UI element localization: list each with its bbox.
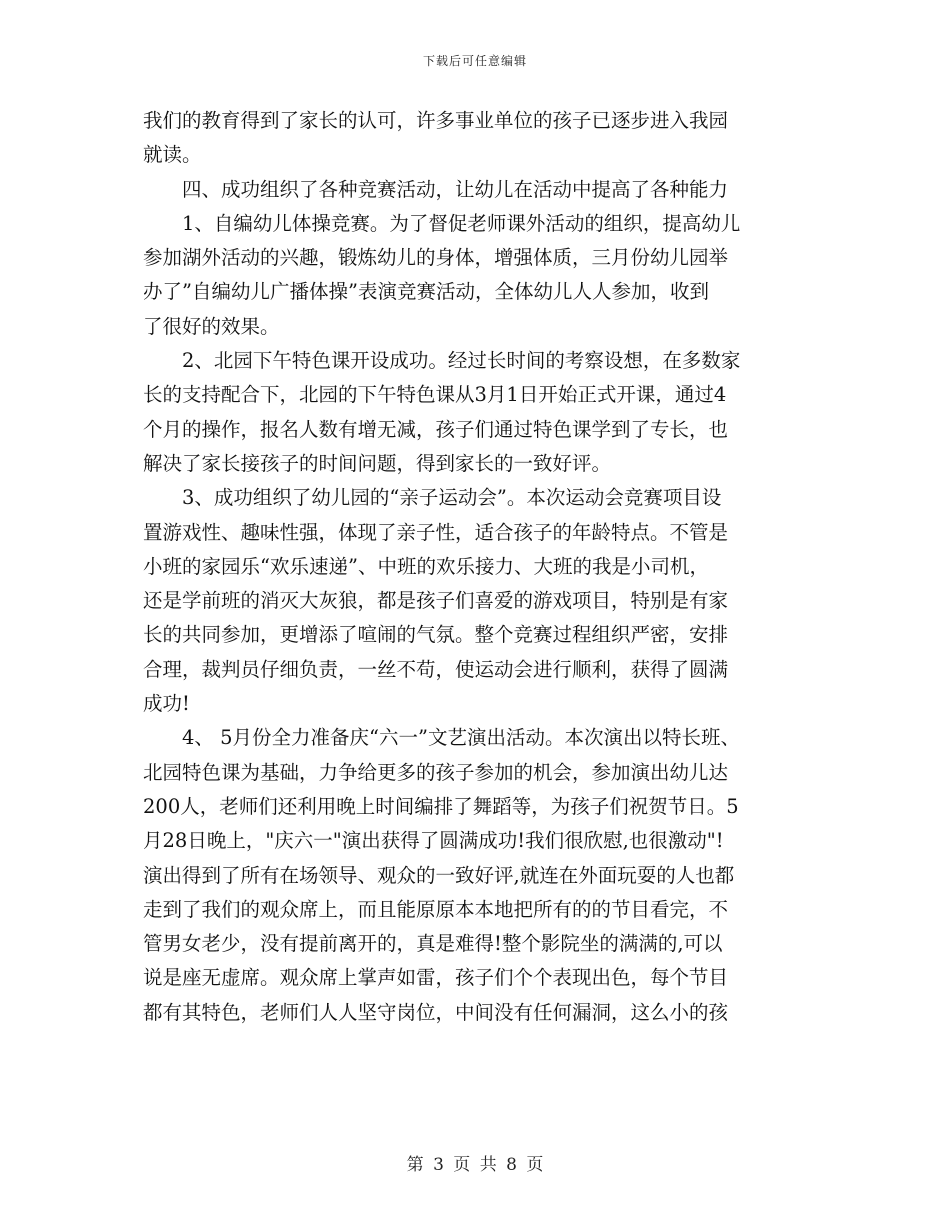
text-line: 小班的家园乐“欢乐速递”、中班的欢乐接力、大班的我是小司机， bbox=[143, 554, 709, 578]
page-header: 下载后可任意编辑 bbox=[422, 54, 527, 68]
text-line: 长的支持配合下，北园的下午特色课从3月1日开始正式开课，通过4 bbox=[143, 383, 727, 407]
text-line: 演出得到了所有在场领导、观众的一致好评,就连在外面玩耍的人也都 bbox=[143, 863, 735, 887]
text-line: 都有其特色，老师们人人坚守岗位，中间没有任何漏洞，这么小的孩 bbox=[143, 1000, 729, 1024]
page-number-footer: 第 3 页 共 8 页 bbox=[406, 1155, 544, 1175]
text-line: 月28日晚上，"庆六一"演出获得了圆满成功!我们很欣慰,也很激动"! bbox=[143, 829, 724, 853]
text-line: 合理，裁判员仔细负责，一丝不苟，使运动会进行顺利，获得了圆满 bbox=[143, 657, 729, 681]
text-line: 了很好的效果。 bbox=[143, 314, 280, 338]
text-line: 四、成功组织了各种竞赛活动，让幼儿在活动中提高了各种能力 bbox=[143, 177, 729, 201]
text-line: 4、 5月份全力准备庆“六一”文艺演出活动。本次演出以特长班、 bbox=[143, 726, 740, 750]
text-line: 走到了我们的观众席上，而且能原原本本地把所有的的节目看完，不 bbox=[143, 897, 729, 921]
text-line: 3、成功组织了幼儿园的“亲子运动会”。本次运动会竞赛项目设 bbox=[143, 486, 722, 510]
text-line: 成功! bbox=[143, 692, 190, 716]
text-line: 说是座无虚席。观众席上掌声如雷，孩子们个个表现出色，每个节目 bbox=[143, 966, 729, 990]
text-line: 办了”自编幼儿广播体操”表演竞赛活动，全体幼儿人人参加，收到 bbox=[143, 280, 709, 304]
text-line: 解决了家长接孩子的时间问题，得到家长的一致好评。 bbox=[143, 451, 612, 475]
text-line: 个月的操作，报名人数有增无减，孩子们通过特色课学到了专长，也 bbox=[143, 417, 729, 441]
text-line: 参加湖外活动的兴趣，锻炼幼儿的身体，增强体质，三月份幼儿园举 bbox=[143, 246, 729, 270]
text-line: 200人，老师们还利用晚上时间编排了舞蹈等，为孩子们祝贺节日。5 bbox=[143, 794, 739, 818]
text-line: 还是学前班的消灭大灰狼，都是孩子们喜爱的游戏项目，特别是有家 bbox=[143, 589, 729, 613]
text-line: 管男女老少，没有提前离开的，真是难得!整个影院坐的满满的,可以 bbox=[143, 932, 723, 956]
text-line: 就读。 bbox=[143, 143, 202, 167]
text-line: 我们的教育得到了家长的认可，许多事业单位的孩子已逐步进入我园 bbox=[143, 109, 729, 132]
text-line: 1、自编幼儿体操竞赛。为了督促老师课外活动的组织，提高幼儿 bbox=[143, 211, 741, 235]
text-line: 北园特色课为基础，力争给更多的孩子参加的机会，参加演出幼儿达 bbox=[143, 760, 729, 784]
document-body bbox=[143, 104, 808, 1030]
text-line: 置游戏性、趣味性强，体现了亲子性，适合孩子的年龄特点。不管是 bbox=[143, 520, 729, 544]
text-line: 2、北园下午特色课开设成功。经过长时间的考察设想，在多数家 bbox=[143, 349, 741, 373]
text-line: 长的共同参加，更增添了喧闹的气氛。整个竞赛过程组织严密，安排 bbox=[143, 623, 729, 647]
